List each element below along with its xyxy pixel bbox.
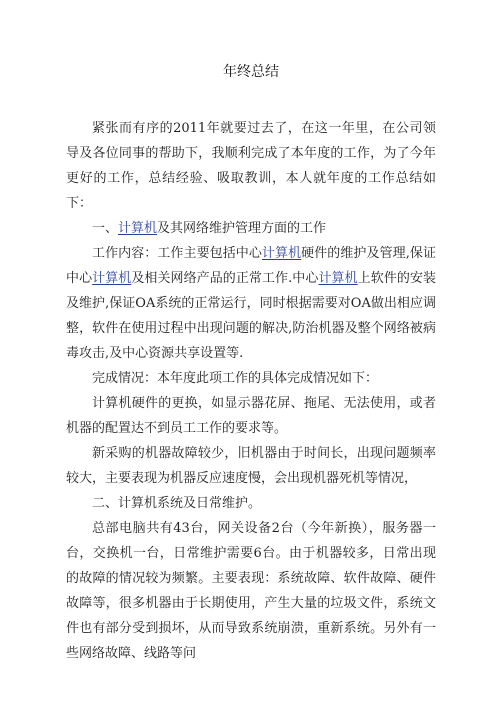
- paragraph-work-content: [66, 241, 436, 366]
- paragraph-hardware: [66, 391, 436, 441]
- computer-link[interactable]: 计算机: [118, 221, 158, 236]
- section-heading-1: [66, 216, 436, 241]
- paragraph-new-machines: [66, 441, 436, 491]
- computer-link[interactable]: 计算机: [318, 271, 358, 286]
- paragraph-text: 完成情况：本年度此项工作的具体完成情况如下：: [92, 371, 379, 386]
- section-heading-text: 二、计算机系统及日常维护。: [92, 496, 262, 511]
- paragraph-text: 新采购的机器故障较少，旧机器由于时间长，出现问题频率较大，主要表现为机器反应速度慢，会出现机器死机等情况，: [66, 446, 436, 486]
- paragraph-text: 上软件的安装及维护,保证OA系统的正常运行，同时根据需要对OA做出相应调整，软件在使用过程中出现问题的解决,防治机器及整个网络被病毒攻击,及中心资源共享设置等.: [66, 271, 436, 361]
- paragraph-text: 硬件的维护及管理,保证中心: [66, 246, 436, 286]
- paragraph-hq-computers: [66, 516, 436, 666]
- paragraph-intro: [66, 116, 436, 216]
- section-heading-text: 及其网络维护管理方面的工作: [157, 221, 327, 236]
- computer-link[interactable]: 计算机: [261, 246, 302, 261]
- paragraph-text: 工作内容：工作主要包括中心: [92, 246, 262, 261]
- computer-link[interactable]: 计算机: [92, 271, 132, 286]
- section-heading-2: [66, 491, 436, 516]
- document-title: 年终总结: [223, 64, 279, 80]
- section-number: 一、: [92, 221, 119, 236]
- paragraph-text: 紧张而有序的2011年就要过去了，在这一年里，在公司领导及各位同事的帮助下，我顺利完成了本年度的工作，为了今年更好的工作，总结经验、吸取教训，本人就年度的工作总结如下：: [66, 121, 436, 211]
- paragraph-text: 及相关网络产品的正常工作.中心: [131, 271, 319, 286]
- paragraph-completion: [66, 366, 436, 391]
- paragraph-text: 计算机硬件的更换，如显示器花屏、拖尾、无法使用，或者机器的配置达不到员工工作的要求等。: [66, 396, 436, 436]
- paragraph-text: 总部电脑共有43台，网关设备2台（今年新换），服务器一台，交换机一台，日常维护需要6台。由于机器较多，日常出现的故障的情况较为频繁。主要表现：系统故障、软件故障、硬件故障等，很多机器由于长期使用，产生大量的垃圾文件，系统文件也有部分受到损坏，从而导致系统崩溃，重新系统。另外有一些网络故障、线路等问: [66, 521, 436, 661]
